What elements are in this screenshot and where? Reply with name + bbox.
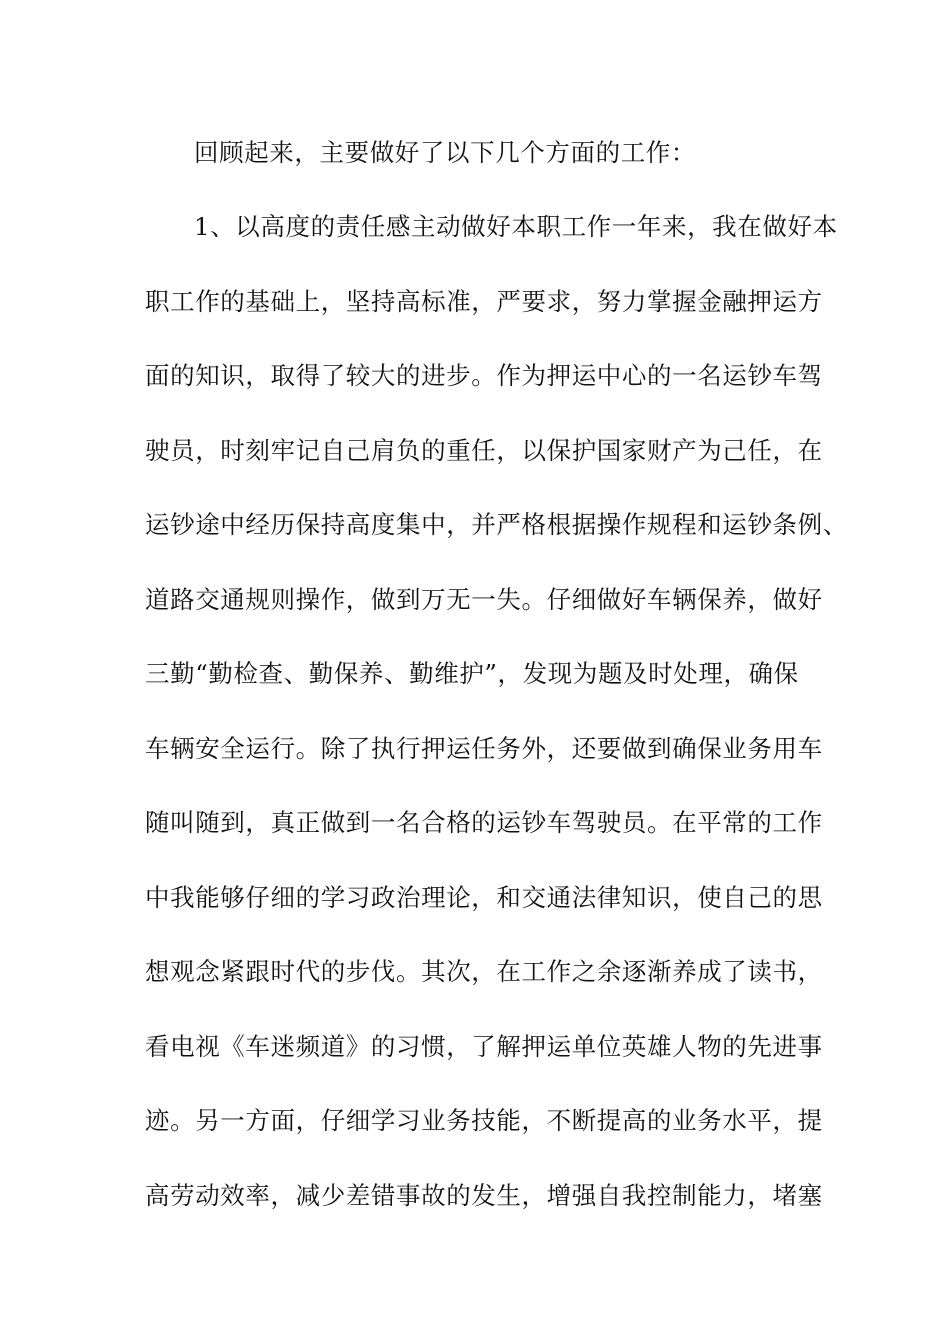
text-line-11: 中我能够仔细的学习政治理论，和交通法律知识，使自己的思 [145,883,823,912]
text-line-9: 车辆安全运行。除了执行押运任务外，还要做到确保业务用车 [145,734,823,763]
text-line-7: 道路交通规则操作，做到万无一失。仔细做好车辆保养，做好 [145,585,823,614]
text-line-8: 三勤“勤检查、勤保养、勤维护”，发现为题及时处理，确保 [145,659,799,688]
text-line-4: 面的知识，取得了较大的进步。作为押运中心的一名运钞车驾 [145,361,823,390]
text-line-13: 看电视《车迷频道》的习惯，了解押运单位英雄人物的先进事 [145,1032,823,1061]
text-line-6: 运钞途中经历保持高度集中，并严格根据操作规程和运钞条例、 [145,510,848,539]
text-line-3: 职工作的基础上，坚持高标准，严要求，努力掌握金融押运方 [145,287,823,316]
text-line-14: 迹。另一方面，仔细学习业务技能，不断提高的业务水平，提 [145,1106,823,1135]
text-line-1: 回顾起来，主要做好了以下几个方面的工作： [194,138,696,167]
text-line-10: 随叫随到，真正做到一名合格的运钞车驾驶员。在平常的工作 [145,808,823,837]
text-line-15: 高劳动效率，减少差错事故的发生，增强自我控制能力，堵塞 [145,1181,823,1210]
text-line-12: 想观念紧跟时代的步伐。其次，在工作之余逐渐养成了读书， [145,957,823,986]
text-line-2: 1、以高度的责任感主动做好本职工作一年来，我在做好本 [194,212,838,241]
text-line-5: 驶员，时刻牢记自己肩负的重任，以保护国家财产为己任，在 [145,436,823,465]
